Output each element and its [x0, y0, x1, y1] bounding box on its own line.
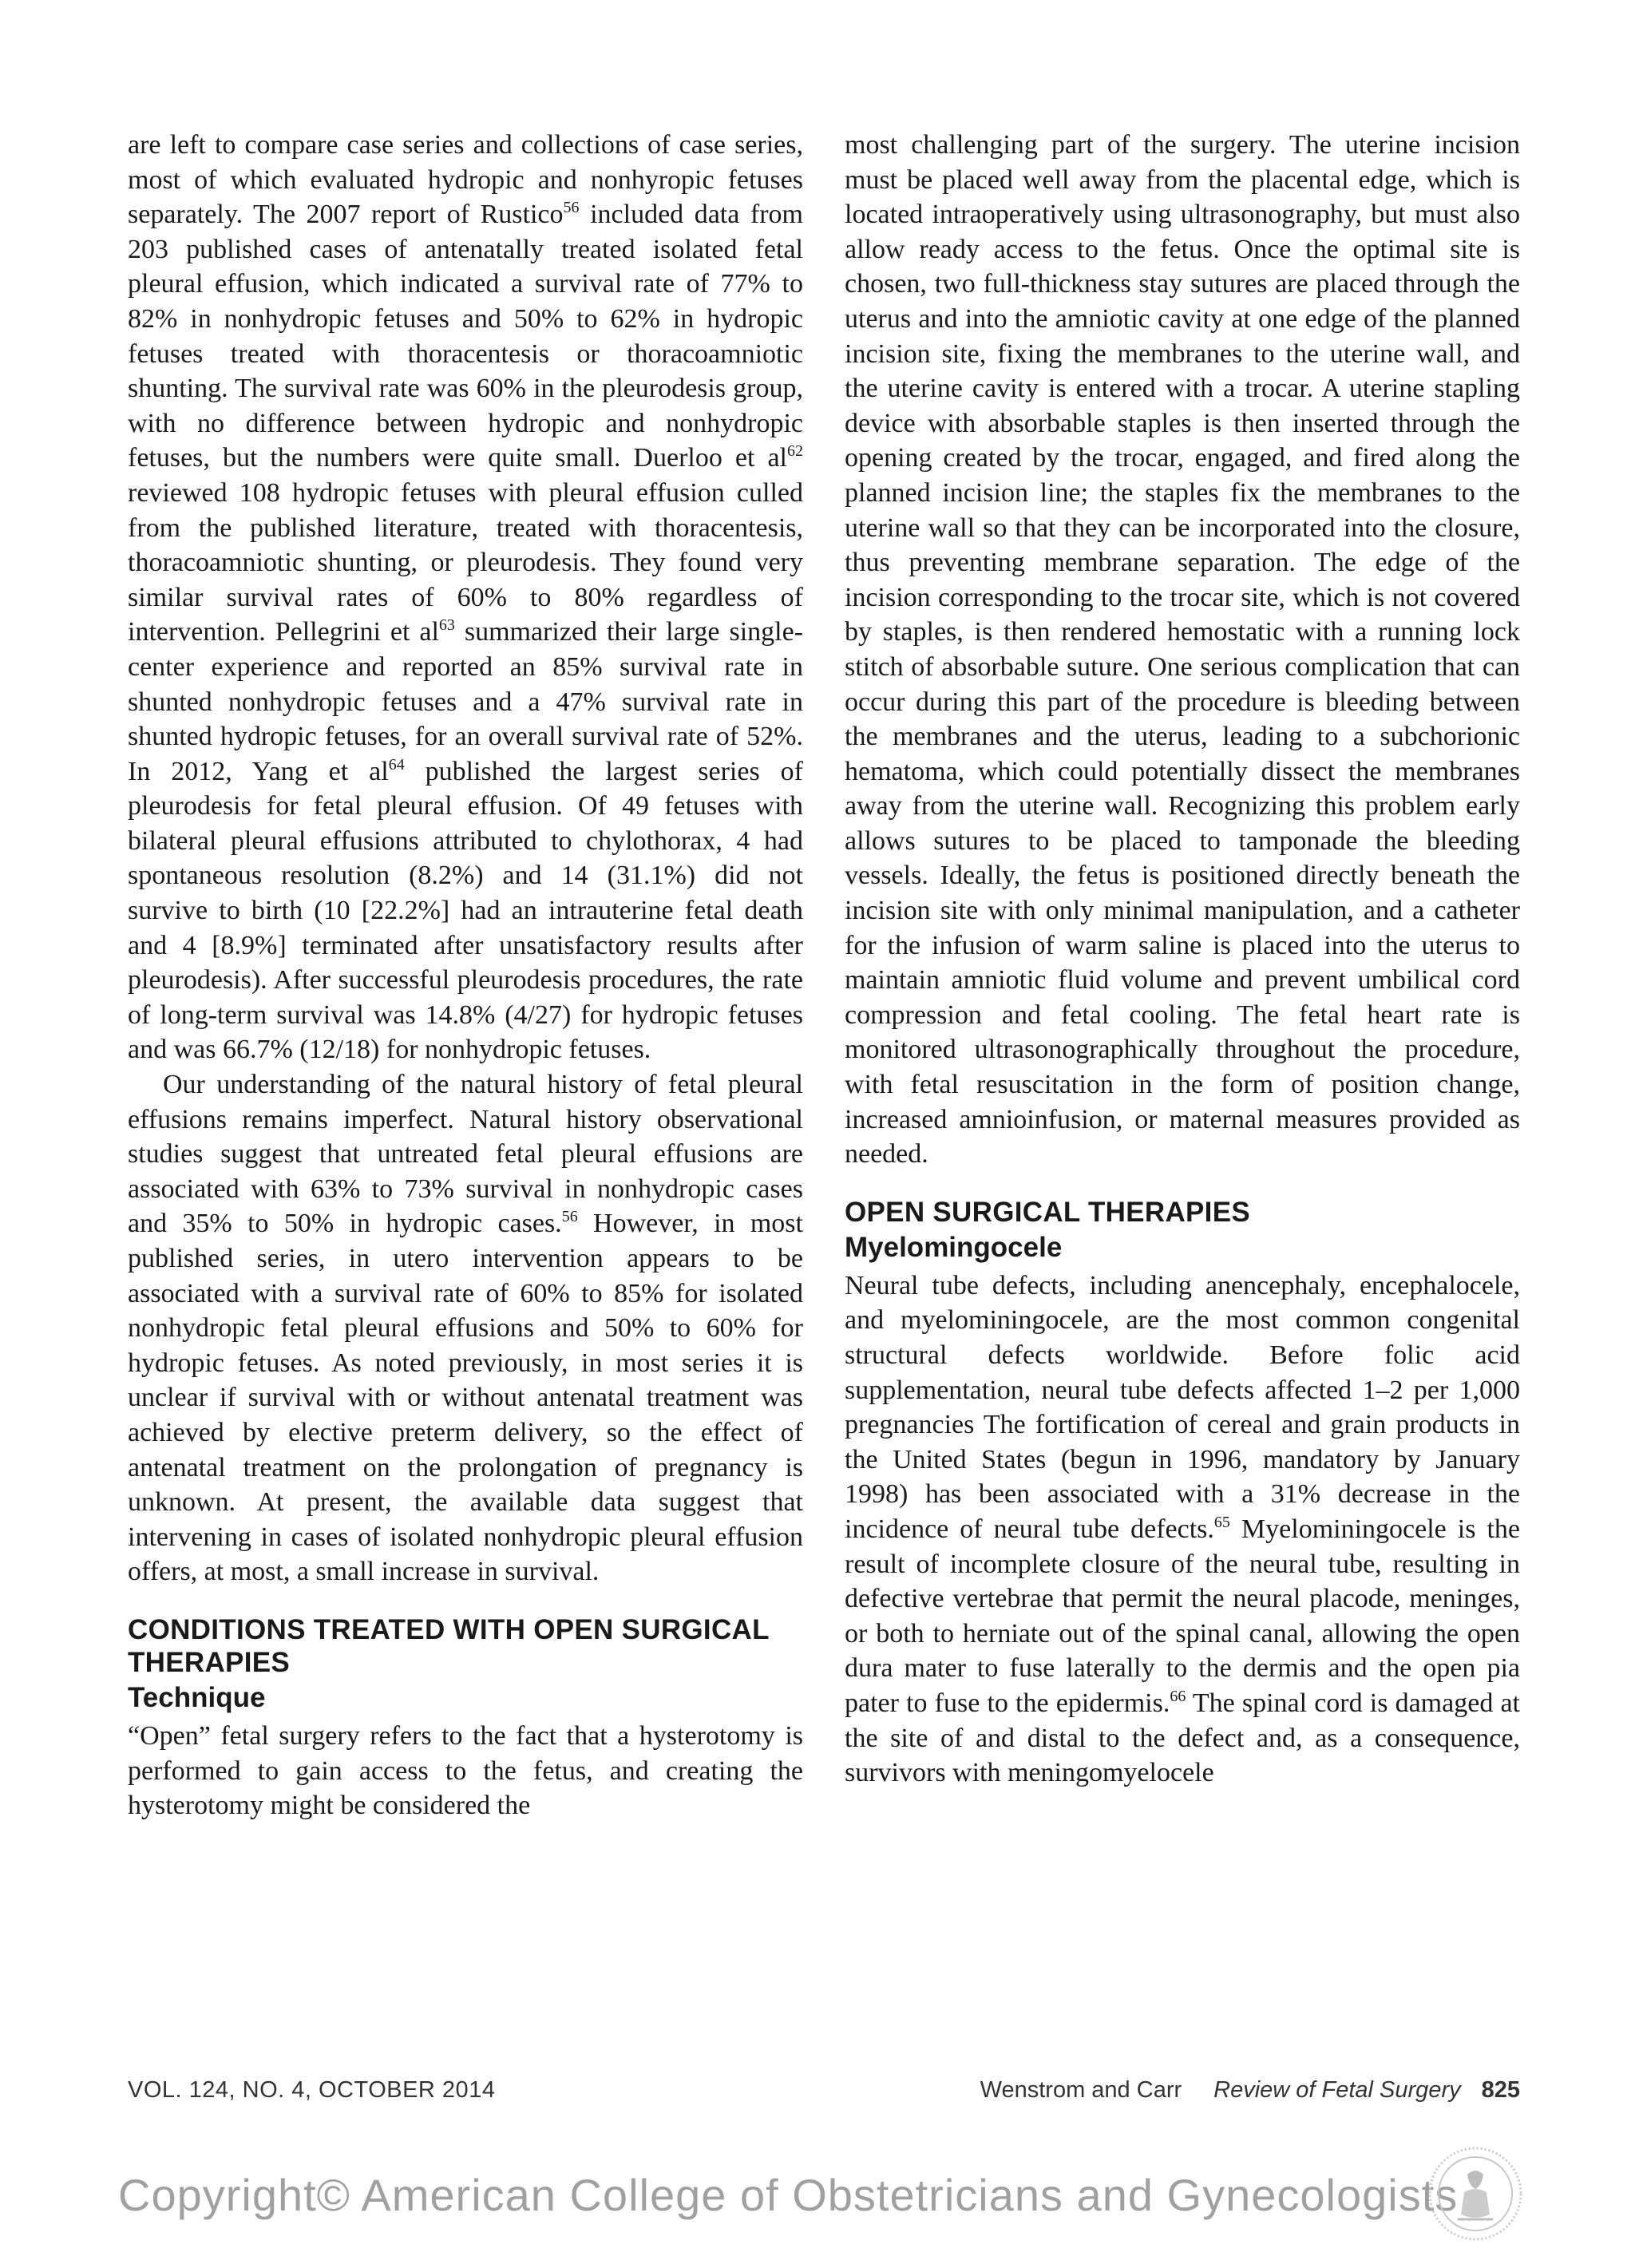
subsection-heading-technique: Technique	[128, 1681, 266, 1713]
reference-link[interactable]: 63	[438, 616, 455, 635]
right-paragraph-1: most challenging part of the surgery. The uterine incision must be placed well away from the placental edge, which is located intraoperatively using ultrasonography, but must also allow ready access to the fetus. Once the optimal site is chosen, two full-thickness stay sutures are placed through the uterus and into the amniotic cavity at one edge of the planned incision site, fixing the membranes to the uterine wall, and the uterine cavity is entered with a trocar. A uterine stapling device with absorbable staples is then inserted through the opening created by the trocar, engaged, and fired along the planned incision line; the staples fix the membranes to the uterine wall so that they can be incorporated into the closure, thus preventing membrane separation. The edge of the incision corresponding to the trocar site, which is not covered by staples, is then rendered hemostatic with a running lock stitch of absorbable suture. One serious complication that can occur during this part of the procedure is bleeding between the membranes and the uterus, leading to a subchorionic hematoma, which could potentially dissect the membranes away from the uterine wall. Recognizing this problem early allows sutures to be placed to tamponade the bleeding vessels. Ideally, the fetus is positioned directly beneath the incision site with only minimal manipulation, and a catheter for the infusion of warm saline is placed into the uterus to maintain amniotic fluid volume and prevent umbilical cord compression and fetal cooling. The fetal heart rate is monitored ultrasonographically throughout the procedure, with fetal resuscitation in the form of position change, increased amnioinfusion, or maternal measures provided as needed.	[845, 130, 1520, 1170]
reference-link[interactable]: 66	[1170, 1687, 1186, 1705]
reference-link[interactable]: 56	[561, 1208, 578, 1226]
volume-info: VOL. 124, NO. 4, OCTOBER 2014	[128, 2077, 496, 2103]
section-heading-open-surgical-conditions: CONDITIONS TREATED WITH OPEN SURGICAL THERAPIES	[128, 1613, 770, 1678]
text-run: are left to compare case series and collections of case series, most of which evaluated hydropic and nonhyropic fetuses separately. The 2007 report of Rustico	[128, 130, 803, 230]
text-run: included data from 203 published cases of antenatally treated isolated fetal pleural effusion, which indicated a survival rate of 77% to 82% in nonhydropic fetuses and 50% to 62% in hydropic fetuses treated with thoracentesis or thoracoamniotic shunting. The survival rate was 60% in the pleurodesis group, with no difference between hydropic and nonhydropic fetuses, but the numbers were quite small. Duerloo et al	[128, 200, 803, 473]
reference-link[interactable]: 65	[1213, 1513, 1230, 1531]
reference-link[interactable]: 62	[787, 442, 803, 461]
left-paragraph-3: “Open” fetal surgery refers to the fact that a hysterotomy is performed to gain access to the fetus, and creating the hysterotomy might be considered the	[128, 1720, 803, 1821]
left-paragraph-1	[128, 128, 803, 1067]
text-run: Neural tube defects, including anencephaly, encephalocele, and myelominingocele, are the most common congenital structural defects worldwide. Before folic acid supplementation, neural tube defects affected 1–2 per 1,000 pregnancies The fortification of cereal and grain products in the United States (begun in 1996, mandatory by January 1998) has been associated with a 31% decrease in the incidence of neural tube defects.	[845, 1270, 1520, 1544]
text-run: Our understanding of the natural history of fetal pleural effusions remains imperfect. Natural history observational studies suggest that untreated fetal pleural effusions are associated with 63% to 73% survival in nonhydropic cases and 35% to 50% in hydropic cases.	[128, 1070, 803, 1239]
text-run: However, in most published series, in utero intervention appears to be associated with a survival rate of 60% to 85% for isolated nonhydropic fetal pleural effusions and 50% to 60% for hydropic fetuses. As noted previously, in most series it is unclear if survival with or without antenatal treatment was achieved by elective preterm delivery, so the effect of antenatal treatment on the prolongation of pregnancy is unknown. At present, the available data suggest that intervening in cases of isolated nonhydropic pleural effusion offers, at most, a small increase in survival.	[128, 1209, 803, 1587]
copyright-watermark: Copyright© American College of Obstetricians and Gynecologists	[118, 2170, 1459, 2220]
text-run: reviewed 108 hydropic fetuses with pleural effusion culled from the published literature, treated with thoracentesis, thoracoamniotic shunting, or pleurodesis. They found very similar survival rates of 60% to 80% regardless of intervention. Pellegrini et al	[128, 477, 803, 647]
subsection-heading-myelomingocele: Myelomingocele	[845, 1231, 1063, 1263]
right-column	[845, 128, 1520, 1791]
article-title: Review of Fetal Surgery	[1213, 2077, 1461, 2103]
reference-link[interactable]: 64	[388, 755, 405, 774]
running-footer	[980, 2077, 1520, 2104]
text-run: The spinal cord is damaged at the site of and distal to the defect and, as a consequence, survivors with meningomyelocele	[845, 1688, 1520, 1788]
authors: Wenstrom and Carr	[980, 2077, 1182, 2103]
text-run: published the largest series of pleurodesis for fetal pleural effusion. Of 49 fetuses with bilateral pleural effusions attributed to chylothorax, 4 had spontaneous resolution (8.2%) and 14 (31.1%) did not survive to birth (10 [22.2%] had an intrauterine fetal death and 4 [8.9%] terminated after unsatisfactory results after pleurodesis). After successful pleurodesis procedures, the rate of long-term survival was 14.8% (4/27) for hydropic fetuses and was 66.7% (12/18) for nonhydropic fetuses.	[128, 756, 803, 1065]
page-number: 825	[1481, 2077, 1520, 2103]
right-paragraph-2	[845, 1269, 1520, 1791]
reference-link[interactable]: 56	[563, 199, 580, 217]
left-paragraph-2	[128, 1067, 803, 1589]
college-seal-icon	[1426, 2144, 1525, 2243]
section-heading-open-surgical-therapies: OPEN SURGICAL THERAPIES	[845, 1196, 1250, 1228]
text-run: summarized their large single-center experience and reported an 85% survival rate in shunted nonhydropic fetuses and a 47% survival rate in shunted hydropic fetuses, for an overall survival rate of 52%. In 2012, Yang et al	[128, 617, 804, 786]
text-run: Myelominingocele is the result of incomplete closure of the neural tube, resulting in defective vertebrae that permit the neural placode, meninges, or both to herniate out of the spinal canal, allowing the open dura mater to fuse laterally to the dermis and the open pia pater to fuse to the epidermis.	[845, 1514, 1520, 1718]
page-footer	[128, 2077, 1520, 2112]
left-column	[128, 128, 803, 1823]
